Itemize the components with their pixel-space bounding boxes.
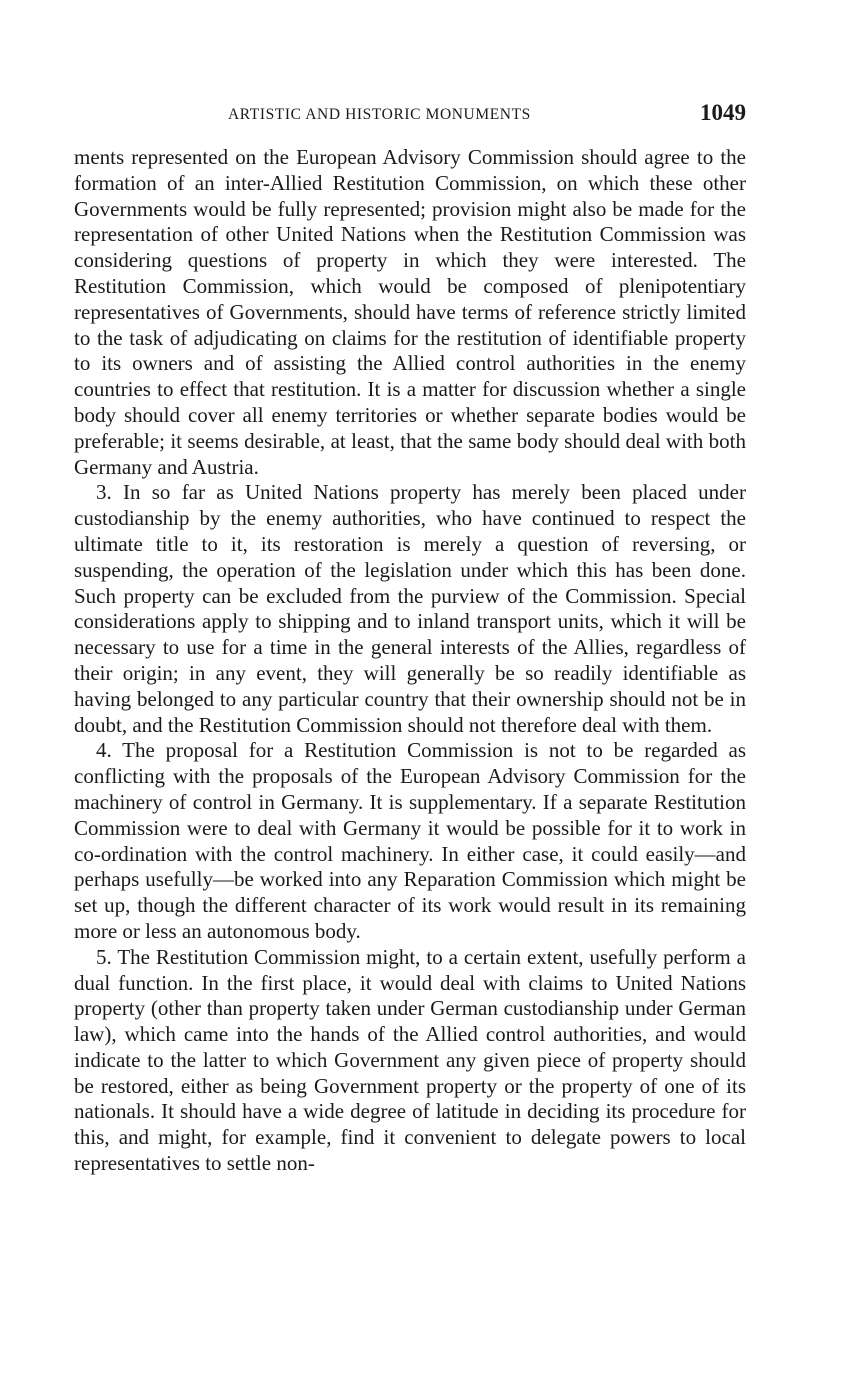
running-head — [74, 100, 746, 134]
paragraph-4: 4. The proposal for a Restitution Commission is not to be regarded as conflicting with the proposals of the European Advisory Commission for the machinery of control in Germany. It is supplementary. If a separate Restitution Commission were to deal with Germany it would be possible for it to work in co-ordination with the control machinery. In either case, it could easily—and perhaps usefully—be worked into any Reparation Commission which might be set up, though the different character of its work would result in its remaining more or less an autonomous body. — [74, 738, 746, 943]
running-title: ARTISTIC AND HISTORIC MONUMENTS — [228, 106, 531, 123]
paragraph-3: 3. In so far as United Nations property has merely been placed under custodianship by the enemy authorities, who have continued to respect the ultimate title to it, its restoration is merely a question of reversing, or suspending, the operation of the legislation under which this has been done. Such property can be excluded from the purview of the Commission. Special considerations apply to shipping and to inland transport units, which it will be necessary to use for a time in the general interests of the Allies, regardless of their origin; in any event, they will generally be so readily identifiable as having belonged to any particular country that their ownership should not be in doubt, and the Restitution Commission should not therefore deal with them. — [74, 480, 746, 737]
page-number: 1049 — [700, 100, 746, 125]
paragraph-continued: ments represented on the European Advisory Commission should agree to the formation of an inter-Allied Restitution Commission, on which these other Governments would be fully represented; provision might also be made for the representation of other United Nations when the Restitution Commission was considering questions of property in which they were interested. The Restitution Commission, which would be composed of plenipotentiary representatives of Governments, should have terms of reference strictly limited to the task of adjudicating on claims for the restitution of identifiable property to its owners and of assisting the Allied control authorities in the enemy countries to effect that restitution. It is a matter for discussion whether a single body should cover all enemy territories or whether separate bodies would be preferable; it seems desirable, at least, that the same body should deal with both Germany and Austria. — [74, 145, 746, 479]
body-text — [74, 145, 746, 1177]
paragraph-5: 5. The Restitution Commission might, to a certain extent, usefully perform a dual function. In the first place, it would deal with claims to United Nations property (other than property taken under German custodianship under German law), which came into the hands of the Allied control authorities, and would indicate to the latter to which Government any given piece of property should be restored, either as being Government property or the property of one of its nationals. It should have a wide degree of latitude in deciding its procedure for this, and might, for example, find it convenient to delegate powers to local representatives to settle non- — [74, 944, 746, 1176]
